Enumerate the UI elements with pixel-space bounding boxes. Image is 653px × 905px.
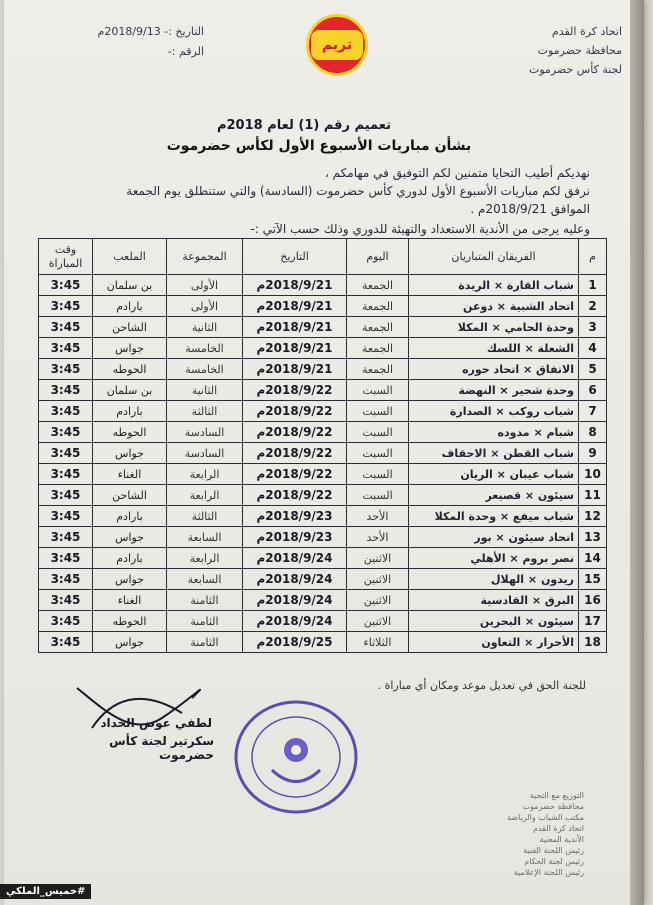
match-number: 12 (579, 506, 607, 527)
match-venue: جواس (93, 527, 167, 548)
header-day: اليوم (347, 239, 409, 275)
match-teams: الاتفاق × اتحاد حوره (409, 359, 579, 380)
match-date: 2018/9/24م (243, 569, 347, 590)
match-venue: بارادم (93, 401, 167, 422)
match-group: الثامنة (167, 632, 243, 653)
match-time: 3:45 (39, 611, 93, 632)
header-date: التاريخ (243, 239, 347, 275)
match-teams: اتحاد الشبية × دوعن (409, 296, 579, 317)
body-line: وعليه يرجى من الأندية الاستعداد والتهيئة للدوري وذلك حسب الآتي :- (250, 222, 590, 236)
match-number: 6 (579, 380, 607, 401)
logo-text: تريم (311, 30, 363, 60)
match-day: الاثنين (347, 569, 409, 590)
match-date: 2018/9/24م (243, 590, 347, 611)
letterhead-left (34, 22, 204, 62)
table-row (39, 380, 607, 401)
match-date: 2018/9/21م (243, 359, 347, 380)
match-venue: بن سلمان (93, 275, 167, 296)
committee-stamp-icon (232, 698, 360, 816)
match-teams: شباب ميفع × وحدة المكلا (409, 506, 579, 527)
match-teams: وحدة الحامي × المكلا (409, 317, 579, 338)
match-teams: البرق × القادسية (409, 590, 579, 611)
table-row (39, 527, 607, 548)
match-day: الجمعة (347, 338, 409, 359)
match-day: الأحد (347, 527, 409, 548)
match-number: 15 (579, 569, 607, 590)
match-teams: الأحرار × التعاون (409, 632, 579, 653)
cc-item: الأندية المعنية (539, 835, 584, 844)
match-time: 3:45 (39, 464, 93, 485)
cc-item: رئيس اللجنة الإعلامية (513, 868, 584, 877)
table-row (39, 590, 607, 611)
match-venue: الغناء (93, 590, 167, 611)
cc-heading: التوزيع مع التحية (529, 791, 584, 800)
match-venue: الغناء (93, 464, 167, 485)
match-day: الجمعة (347, 317, 409, 338)
match-teams: شباب القارة × الريدة (409, 275, 579, 296)
match-date: 2018/9/22م (243, 485, 347, 506)
circular-number: تعميم رقم (1) لعام 2018م (216, 118, 391, 133)
committee-name: لجنة كأس حضرموت (528, 63, 622, 76)
match-venue: جواس (93, 569, 167, 590)
match-time: 3:45 (39, 296, 93, 317)
match-teams: سيئون × البحرين (409, 611, 579, 632)
match-venue: الشاحن (93, 485, 167, 506)
match-group: الأولى (167, 275, 243, 296)
page-edge-shadow (630, 0, 644, 905)
match-date: 2018/9/22م (243, 401, 347, 422)
match-day: الثلاثاء (347, 632, 409, 653)
tarim-logo-icon (306, 14, 368, 76)
body-line: نرفق لكم مباريات الأسبوع الأول لدوري كأس حضرموت (السادسة) والتي ستنطلق يوم الجمعة (126, 184, 590, 198)
body-line: الموافق 2018/9/21م . (470, 202, 590, 216)
header-teams: الفريقان المتباريان (409, 239, 579, 275)
match-day: السبت (347, 401, 409, 422)
match-group: الثامنة (167, 611, 243, 632)
match-venue: بن سلمان (93, 380, 167, 401)
match-date: 2018/9/23م (243, 527, 347, 548)
reference-number: الرقم :- (167, 45, 204, 58)
header-group: المجموعة (167, 239, 243, 275)
match-teams: نصر بروم × الأهلي (409, 548, 579, 569)
match-day: الجمعة (347, 359, 409, 380)
match-date: 2018/9/21م (243, 296, 347, 317)
match-venue: بارادم (93, 548, 167, 569)
match-group: الخامسة (167, 338, 243, 359)
match-number: 1 (579, 275, 607, 296)
cc-item: اتحاد كرة القدم (533, 824, 584, 833)
match-number: 2 (579, 296, 607, 317)
match-schedule-table (38, 238, 607, 653)
match-date: 2018/9/24م (243, 548, 347, 569)
match-day: الاثنين (347, 590, 409, 611)
signer-title: سكرتير لجنة كأس حضرموت (109, 734, 214, 762)
match-time: 3:45 (39, 632, 93, 653)
cc-item: مكتب الشباب والرياضة (507, 813, 584, 822)
table-row (39, 317, 607, 338)
match-teams: شباب عيبان × الريان (409, 464, 579, 485)
table-row (39, 401, 607, 422)
match-number: 8 (579, 422, 607, 443)
table-row (39, 359, 607, 380)
match-venue: جواس (93, 443, 167, 464)
match-time: 3:45 (39, 443, 93, 464)
match-venue: الحوطه (93, 611, 167, 632)
match-teams: شباب القطن × الاحقاف (409, 443, 579, 464)
match-teams: اتحاد سيئون × بور (409, 527, 579, 548)
document-date: التاريخ :- 2018/9/13م (97, 25, 204, 38)
match-day: السبت (347, 485, 409, 506)
match-number: 11 (579, 485, 607, 506)
match-number: 7 (579, 401, 607, 422)
greeting: نهديكم أطيب التحايا متمنين لكم التوفيق في مهامكم ، (324, 166, 590, 180)
cc-item: محافظة حضرموت (522, 802, 584, 811)
footer-note: للجنة الحق في تعديل موعد ومكان أي مباراة . (377, 679, 586, 692)
match-venue: الحوطه (93, 359, 167, 380)
match-day: الاثنين (347, 548, 409, 569)
match-teams: شبام × مدوده (409, 422, 579, 443)
match-group: الثانية (167, 317, 243, 338)
match-group: الرابعة (167, 548, 243, 569)
match-group: الرابعة (167, 485, 243, 506)
match-number: 3 (579, 317, 607, 338)
match-date: 2018/9/25م (243, 632, 347, 653)
table-row (39, 611, 607, 632)
table-row (39, 548, 607, 569)
table-row (39, 422, 607, 443)
match-day: السبت (347, 422, 409, 443)
table-row (39, 485, 607, 506)
cc-item: رئيس اللجنة الفنية (523, 846, 584, 855)
match-time: 3:45 (39, 422, 93, 443)
table-row (39, 275, 607, 296)
match-teams: وحدة شحير × النهضة (409, 380, 579, 401)
table-row (39, 338, 607, 359)
header-time: وقت المباراة (39, 239, 93, 275)
match-time: 3:45 (39, 590, 93, 611)
letterhead-right (452, 22, 622, 79)
match-number: 10 (579, 464, 607, 485)
match-time: 3:45 (39, 275, 93, 296)
table-row (39, 464, 607, 485)
match-venue: الشاحن (93, 317, 167, 338)
match-time: 3:45 (39, 380, 93, 401)
match-number: 18 (579, 632, 607, 653)
match-date: 2018/9/23م (243, 506, 347, 527)
match-number: 14 (579, 548, 607, 569)
match-teams: سيئون × قصيعر (409, 485, 579, 506)
match-teams: ريدون × الهلال (409, 569, 579, 590)
match-group: الثانية (167, 380, 243, 401)
match-date: 2018/9/22م (243, 464, 347, 485)
match-group: السابعة (167, 527, 243, 548)
table-row (39, 506, 607, 527)
match-time: 3:45 (39, 569, 93, 590)
match-day: الجمعة (347, 296, 409, 317)
match-number: 17 (579, 611, 607, 632)
match-date: 2018/9/24م (243, 611, 347, 632)
match-number: 4 (579, 338, 607, 359)
signer-name: لطفي عوض الحداد (100, 716, 212, 730)
match-time: 3:45 (39, 527, 93, 548)
match-date: 2018/9/21م (243, 317, 347, 338)
distribution-list (384, 790, 584, 878)
document-subject: بشأن مباريات الأسبوع الأول لكأس حضرموت (166, 138, 472, 154)
match-date: 2018/9/21م (243, 275, 347, 296)
governorate-name: محافظة حضرموت (537, 44, 622, 57)
match-number: 9 (579, 443, 607, 464)
match-time: 3:45 (39, 317, 93, 338)
match-group: الخامسة (167, 359, 243, 380)
match-group: الثالثة (167, 506, 243, 527)
match-day: السبت (347, 380, 409, 401)
match-venue: جواس (93, 338, 167, 359)
match-group: الأولى (167, 296, 243, 317)
table-row (39, 296, 607, 317)
match-day: الاثنين (347, 611, 409, 632)
watermark: #خميس_الملكي (0, 884, 91, 899)
match-venue: بارادم (93, 296, 167, 317)
match-time: 3:45 (39, 506, 93, 527)
table-header-row (39, 239, 607, 275)
match-time: 3:45 (39, 548, 93, 569)
match-date: 2018/9/22م (243, 422, 347, 443)
cc-item: رئيس لجنة الحكام (524, 857, 584, 866)
match-number: 5 (579, 359, 607, 380)
org-name: اتحاد كرة القدم (551, 25, 622, 38)
match-teams: شباب روكب × الصدارة (409, 401, 579, 422)
match-group: الثالثة (167, 401, 243, 422)
match-day: السبت (347, 443, 409, 464)
match-time: 3:45 (39, 485, 93, 506)
match-day: السبت (347, 464, 409, 485)
match-number: 16 (579, 590, 607, 611)
table-row (39, 443, 607, 464)
match-group: السادسة (167, 443, 243, 464)
header-num: م (579, 239, 607, 275)
match-venue: الحوطه (93, 422, 167, 443)
document-page (4, 0, 644, 905)
match-venue: جواس (93, 632, 167, 653)
table-row (39, 632, 607, 653)
table-row (39, 569, 607, 590)
match-venue: بارادم (93, 506, 167, 527)
match-time: 3:45 (39, 338, 93, 359)
match-day: الأحد (347, 506, 409, 527)
match-date: 2018/9/22م (243, 380, 347, 401)
match-teams: الشعلة × اللسك (409, 338, 579, 359)
match-group: السابعة (167, 569, 243, 590)
match-group: الرابعة (167, 464, 243, 485)
match-time: 3:45 (39, 401, 93, 422)
match-date: 2018/9/22م (243, 443, 347, 464)
match-date: 2018/9/21م (243, 338, 347, 359)
match-number: 13 (579, 527, 607, 548)
match-group: الثامنة (167, 590, 243, 611)
match-day: الجمعة (347, 275, 409, 296)
match-time: 3:45 (39, 359, 93, 380)
header-venue: الملعب (93, 239, 167, 275)
match-group: السادسة (167, 422, 243, 443)
